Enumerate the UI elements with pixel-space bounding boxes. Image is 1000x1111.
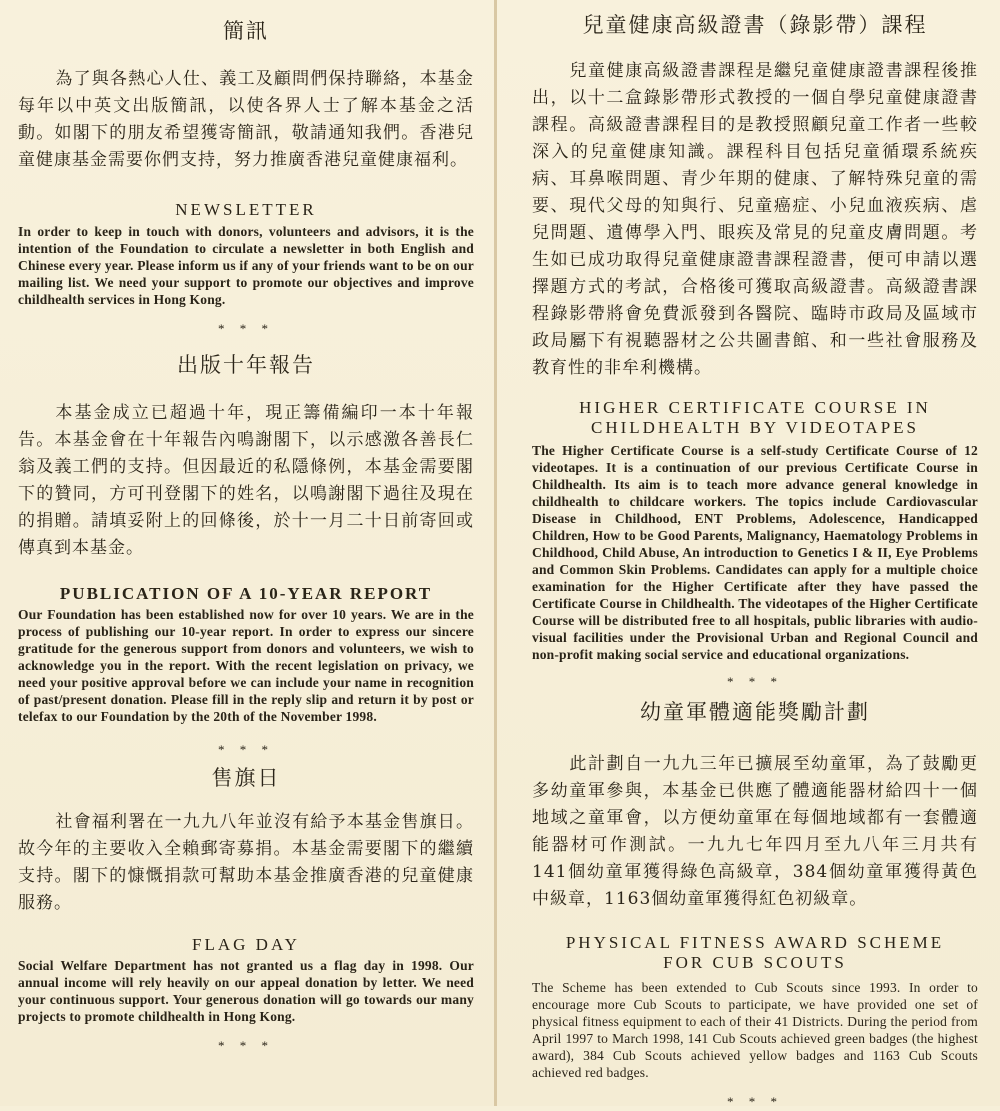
- section-separator: * * *: [218, 321, 274, 336]
- right-column: [510, 0, 1000, 1109]
- course-en-title: HIGHER CERTIFICATE COURSE IN CHILDHEALTH BY VIDEOTAPES: [579, 398, 931, 437]
- section-separator: * * *: [727, 674, 783, 689]
- fitness-en-text: The Scheme has been extended to Cub Scouts since 1993. In order to encourage more Cub Scouts to participate, we have provided one set of physical fitness equipment to each of their 41 Districts. During the period from April 1997 to March 1998, 141 Cub Scouts achieved green badges (the highest award), 384 Cub Scouts achieved yellow badges and 1163 Cub Scouts achieved red badges.: [532, 980, 978, 1080]
- course-zh-text: 兒童健康高級證書課程是繼兒童健康證書課程後推出，以十二盒錄影帶形式教授的一個自學兒童健康證書課程。高級證書課程目的是教授照顧兒童工作者一些較深入的兒童健康知識。課程科目包括兒童循環系統疾病、耳鼻喉問題、青少年期的健康、了解特殊兒童的需要、現代父母的知與行、兒童癌症、小兒血液疾病、虐兒問題、遺傳學入門、眼疾及常見的兒童皮膚問題。考生如已成功取得兒童健康證書課程證書，便可申請以選擇題方式的考試，合格後可獲取高級證書。高級證書課程錄影帶將會免費派發到各醫院、臨時市政局及區域市政局屬下有視聽器材之公共圖書館、和一些社會服務及教育性的非牟利機構。: [532, 61, 978, 378]
- newsletter-zh-title: 簡訊: [223, 19, 269, 43]
- newsletter-zh-text: 為了與各熱心人仕、義工及顧問們保持聯絡，本基金每年以中英文出版簡訊，以使各界人士了解本基金之活動。如閣下的朋友希望獲寄簡訊，敬請通知我們。香港兒童健康基金需要你們支持，努力推廣香港兒童健康福利。: [18, 69, 474, 170]
- report-en-text: Our Foundation has been established now for over 10 years. We are in the process of publishing our 10-year report. In order to express our sincere gratitude for the generous support from donors and volunteers, we wish to acknowledge you in the report. With the recent legislation on privacy, we need your positive approval before we can include your name in recognition of past/present donation. Please fill in the reply slip and return it by post or telefax to our Foundation by the 20th of the November 1998.: [18, 607, 474, 724]
- report-zh-text: 本基金成立已超過十年，現正籌備編印一本十年報告。本基金會在十年報告內鳴謝閣下，以示感激各善長仁翁及義工們的支持。但因最近的私隱條例，本基金需要閣下的贊同，方可刊登閣下的姓名，以鳴謝閣下過往及現在的捐贈。請填妥附上的回條後，於十一月二十日前寄回或傳真到本基金。: [18, 403, 474, 558]
- course-en-text: The Higher Certificate Course is a self-study Certificate Course of 12 videotapes. It is a continuation of our previous Certificate Course in Childhealth. Its aim is to teach more advance general knowledge in childhealth to childcare workers. The topics include Cardiovascular Disease in Childhood, ENT Problems, Adolescence, Handicapped Children, How to be Good Parents, Malignancy, Haematology Problems in Childhood, Child Abuse, An introduction to Genetics I & II, Eye Problems and Common Skin Problems. Candidates can apply for a multiple choice examination for the Higher Certificate after they have passed the Certificate Course in Childhealth. The videotapes of the Higher Certificate Course will be distributed free to all hospitals, public libraries with audio-visual facilities under the Provisional Urban and Regional Council and non-profit making social service and educational organizations.: [532, 443, 978, 662]
- course-zh-title: 兒童健康高級證書（錄影帶）課程: [582, 13, 928, 37]
- fitness-zh-title: 幼童軍體適能獎勵計劃: [640, 700, 870, 724]
- fitness-en-title: PHYSICAL FITNESS AWARD SCHEME FOR CUB SCOUTS: [565, 933, 945, 972]
- flagday-en-text: Social Welfare Department has not granted us a flag day in 1998. Our annual income will rely heavily on our appeal donation by letter. We need your continuous support. Your generous donation will go towards our many projects to promote childhealth in Hong Kong.: [18, 958, 474, 1024]
- left-column: [0, 0, 488, 1106]
- report-en-title: PUBLICATION OF A 10-YEAR REPORT: [59, 584, 433, 603]
- column-divider: [494, 0, 497, 1106]
- flagday-en-title: FLAG DAY: [192, 935, 300, 954]
- section-separator: * * *: [218, 742, 274, 757]
- newsletter-en-text: In order to keep in touch with donors, volunteers and advisors, it is the intention of the Foundation to circulate a newsletter in both English and Chinese every year. Please inform us if any of your friends want to be on our mailing list. We need your support to promote our objectives and improve childhealth services in Hong Kong.: [18, 224, 474, 307]
- flagday-zh-title: 售旗日: [211, 766, 281, 790]
- newsletter-en-title: NEWSLETTER: [175, 200, 317, 219]
- flagday-zh-text: 社會福利署在一九九八年並沒有給予本基金售旗日。故今年的主要收入全賴郵寄募捐。本基金需要閣下的繼續支持。閣下的慷慨捐款可幫助本基金推廣香港的兒童健康服務。: [18, 812, 474, 913]
- section-separator: * * *: [727, 1094, 783, 1109]
- fitness-zh-text: 此計劃自一九九三年已擴展至幼童軍，為了鼓勵更多幼童軍參與，本基金已供應了體適能器材給四十一個地域之童軍會，以方便幼童軍在每個地域都有一套體適能器材可作測試。一九九七年四月至九八年三月共有141個幼童軍獲得綠色高級章，384個幼童軍獲得黃色中級章，1163個幼童軍獲得紅色初級章。: [532, 754, 978, 909]
- section-separator: * * *: [218, 1038, 274, 1053]
- report-zh-title: 出版十年報告: [177, 353, 315, 377]
